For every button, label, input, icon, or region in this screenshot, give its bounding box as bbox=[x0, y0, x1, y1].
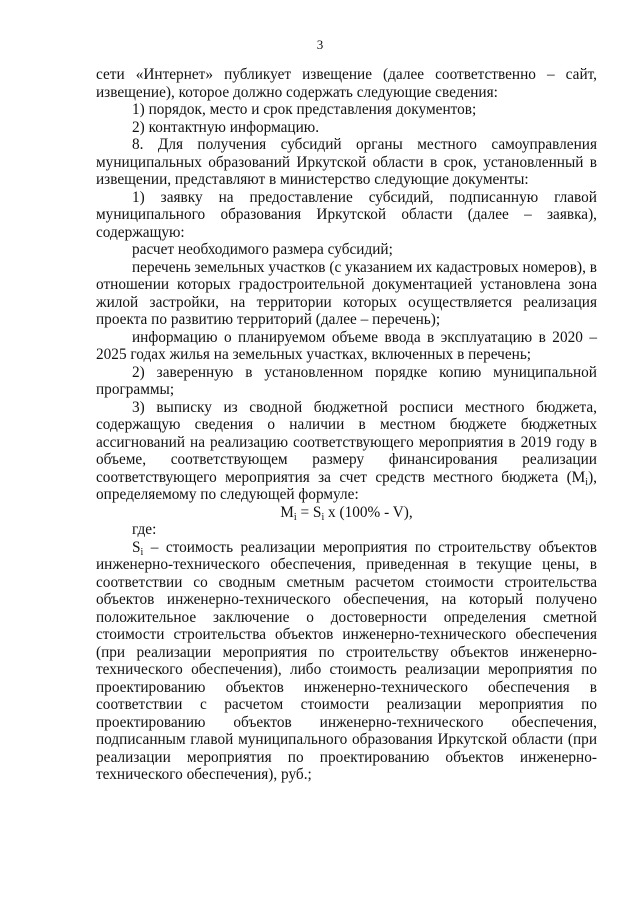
paragraph-item-contacts: 2) контактную информацию. bbox=[132, 118, 320, 136]
formula-m-subscript: i bbox=[293, 511, 297, 523]
mi-subscript: i bbox=[585, 476, 589, 488]
formula bbox=[96, 504, 597, 522]
paragraph-land-plots-list: перечень земельных участков (с указанием их кадастровых номеров), в отношении которых градостроительной документацией установлена зона жилой застройки, на территории которых осуществляется реализация проекта по развитию территорий (далее – перечень); bbox=[96, 258, 597, 328]
paragraph-si-definition bbox=[96, 539, 597, 784]
formula-s: = S bbox=[296, 503, 322, 521]
si-subscript: i bbox=[140, 546, 144, 558]
budget-extract-tail: ), определяемому по следующей формуле: bbox=[96, 468, 597, 503]
paragraph-housing-commissioning: информацию о планируемом объеме ввода в эксплуатацию в 2020 – 2025 годах жилья на земельных участках, включенных в перечень; bbox=[96, 328, 597, 363]
paragraph-application: 1) заявку на предоставление субсидий, подписанную главой муниципального образования Иркутской области (далее – заявка), содержащую: bbox=[96, 188, 597, 241]
formula-tail: x (100% - V), bbox=[324, 503, 413, 521]
paragraph-clause-8: 8. Для получения субсидий органы местного самоуправления муниципальных образований Иркутской области в срок, установленный в извещении, представляют в министерство следующие документы: bbox=[96, 136, 597, 188]
formula-m: M bbox=[280, 503, 294, 521]
page-number: 3 bbox=[316, 37, 324, 52]
paragraph-budget-extract bbox=[96, 399, 597, 504]
paragraph-notice-intro: сети «Интернет» публикует извещение (далее соответственно – сайт, извещение), которое должно содержать следующие сведения: bbox=[96, 66, 597, 101]
where-label: где: bbox=[132, 521, 157, 538]
paragraph-subsidy-calculation: расчет необходимого размера субсидий; bbox=[132, 241, 393, 258]
paragraph-program-copy: 2) заверенную в установленном порядке копию муниципальной программы; bbox=[96, 363, 597, 398]
si-definition-text: – стоимость реализации мероприятия по строительству объектов инженерно-технического обеспечения, приведенная в текущие цены, в соответствии со сводным сметным расчетом стоимости строительства объектов инженерно-технического обеспечения, на который получено положительное заключение о достоверности определения сметной стоимости строительства объектов инженерно-технического обеспечения (при реализации мероприятия по строительству объектов инженерно-технического обеспечения), либо стоимость реализации мероприятия по проектированию объектов инженерно-технического обеспечения в соответствии с расчетом стоимости реализации мероприятия по проектированию объектов инженерно-технического обеспечения, подписанным главой муниципального образования Иркутской области (при реализации мероприятия по проектированию объектов инженерно-технического обеспечения), руб.; bbox=[96, 538, 597, 783]
paragraph-item-procedure: 1) порядок, место и срок представления документов; bbox=[132, 101, 477, 118]
si-symbol: S bbox=[132, 538, 141, 556]
budget-extract-text: 3) выписку из сводной бюджетной росписи местного бюджета, содержащую сведения о наличии в местном бюджете бюджетных ассигнований на реализацию соответствующего мероприятия в 2019 году в объеме, соответствующем размеру финансирования реализации соответствующего мероприятия за счет средств местного бюджета (M bbox=[96, 398, 597, 486]
document-body bbox=[96, 66, 597, 784]
formula-s-subscript: i bbox=[321, 511, 325, 523]
